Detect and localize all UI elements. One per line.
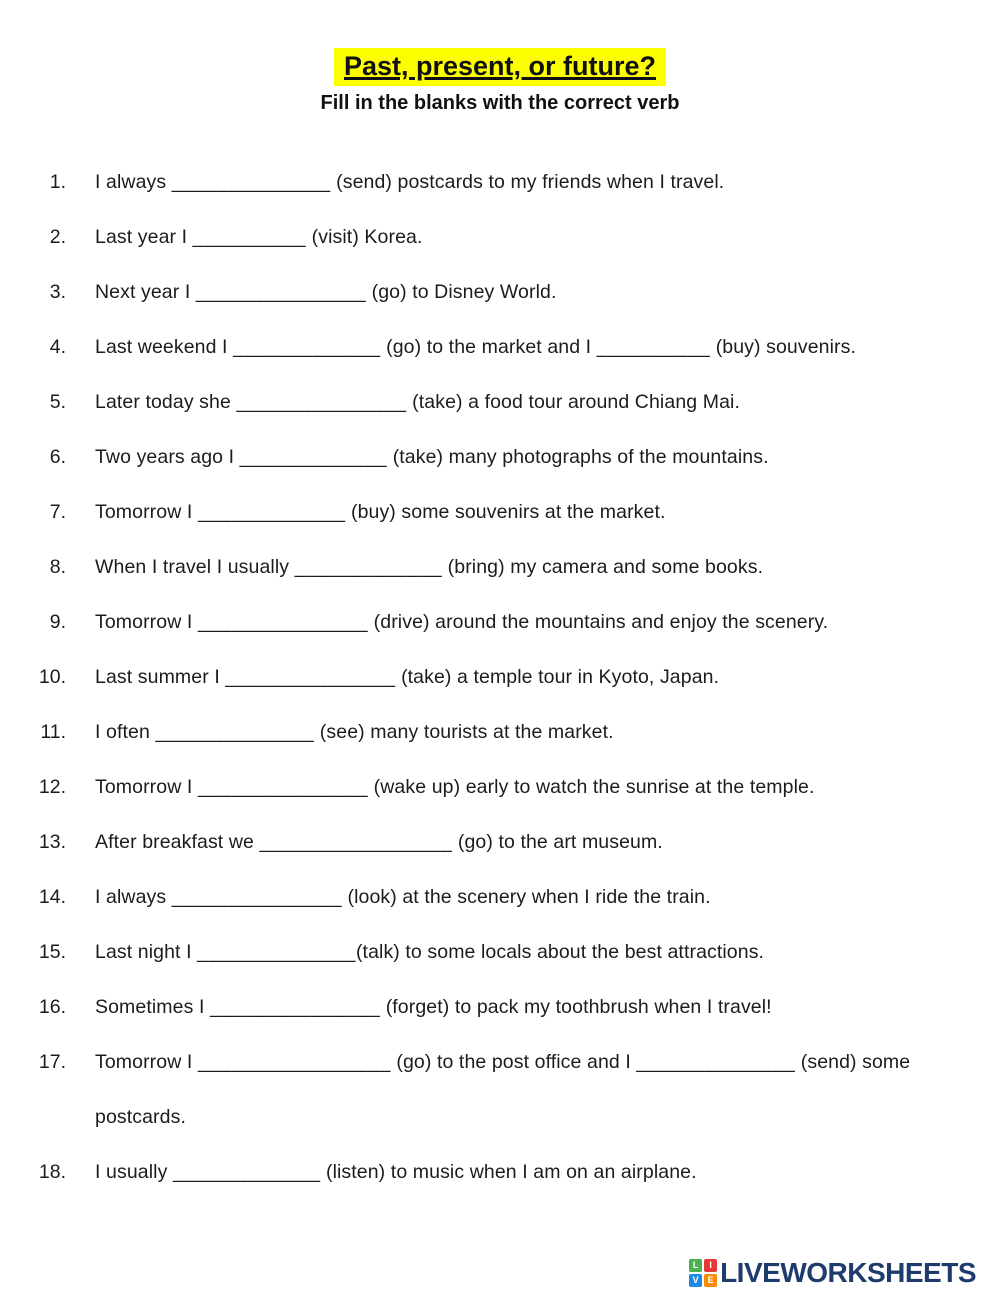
question-item xyxy=(0,870,1000,925)
answer-blank[interactable]: _______________ xyxy=(236,391,407,413)
question-text: (drive) around the mountains and enjoy the scenery. xyxy=(368,611,829,633)
question-text: (buy) souvenirs. xyxy=(710,336,857,358)
question-number: 8. xyxy=(49,556,66,578)
question-sentence xyxy=(95,375,973,430)
question-number: 15. xyxy=(38,941,66,963)
answer-blank[interactable]: _____________ xyxy=(294,556,443,578)
question-number: 11. xyxy=(40,721,66,743)
question-item xyxy=(0,705,1000,760)
question-item xyxy=(0,155,1000,210)
question-sentence xyxy=(95,210,973,265)
worksheet-title: Past, present, or future? xyxy=(334,48,666,86)
question-sentence xyxy=(95,980,973,1035)
question-text: Tomorrow I xyxy=(95,1051,198,1073)
liveworksheets-icon xyxy=(689,1259,717,1287)
question-text: (send) postcards to my friends when I travel. xyxy=(330,171,725,193)
question-text: When I travel I usually xyxy=(95,556,295,578)
question-item xyxy=(0,320,1000,375)
question-text: I usually xyxy=(95,1161,173,1183)
question-text: (take) many photographs of the mountains. xyxy=(387,446,769,468)
question-text: (take) a temple tour in Kyoto, Japan. xyxy=(395,666,720,688)
question-text: (forget) to pack my toothbrush when I travel! xyxy=(380,996,772,1018)
question-text: Last year I xyxy=(95,226,193,248)
question-item xyxy=(0,815,1000,870)
question-text: Tomorrow I xyxy=(95,501,198,523)
question-text: Tomorrow I xyxy=(95,776,198,798)
answer-blank[interactable]: _______________ xyxy=(197,776,369,798)
question-item xyxy=(0,1145,1000,1200)
question-text: Tomorrow I xyxy=(95,611,198,633)
question-sentence xyxy=(95,650,973,705)
question-text: (go) to Disney World. xyxy=(366,281,557,303)
question-number: 9. xyxy=(49,611,66,633)
question-number: 13. xyxy=(38,831,66,853)
logo-letter-e: E xyxy=(704,1274,717,1287)
answer-blank[interactable]: _____________ xyxy=(233,336,381,358)
question-text: I always xyxy=(95,171,172,193)
question-sentence xyxy=(95,1035,973,1145)
question-number: 1. xyxy=(49,171,66,193)
question-text: (go) to the market and I xyxy=(380,336,597,358)
question-text: postcards. xyxy=(95,1106,186,1128)
question-sentence xyxy=(95,430,973,485)
question-sentence xyxy=(95,595,973,650)
answer-blank[interactable]: _______________ xyxy=(171,886,342,908)
question-number: 6. xyxy=(49,446,66,468)
question-text: (send) some xyxy=(795,1051,911,1073)
answer-blank[interactable]: _______________ xyxy=(225,666,396,688)
answer-blank[interactable]: ______________ xyxy=(171,171,331,193)
question-sentence xyxy=(95,1145,973,1200)
question-item xyxy=(0,760,1000,815)
answer-blank[interactable]: _______________ xyxy=(209,996,381,1018)
question-item xyxy=(0,540,1000,595)
question-item xyxy=(0,210,1000,265)
question-item xyxy=(0,1035,1000,1145)
answer-blank[interactable]: _______________ xyxy=(195,281,367,303)
answer-blank[interactable]: _________________ xyxy=(259,831,453,853)
question-text: (go) to the post office and I xyxy=(390,1051,637,1073)
question-text: Last weekend I xyxy=(95,336,234,358)
question-text: Next year I xyxy=(95,281,196,303)
question-text: I always xyxy=(95,886,172,908)
question-number: 17. xyxy=(38,1051,66,1073)
question-item xyxy=(0,980,1000,1035)
question-number: 16. xyxy=(38,996,66,1018)
question-text: (look) at the scenery when I ride the train. xyxy=(341,886,711,908)
question-text: (visit) Korea. xyxy=(306,226,423,248)
question-text: Two years ago I xyxy=(95,446,240,468)
question-text: Sometimes I xyxy=(95,996,210,1018)
question-number: 18. xyxy=(38,1161,66,1183)
answer-blank[interactable]: ______________ xyxy=(197,941,356,963)
question-sentence xyxy=(95,320,973,375)
answer-blank[interactable]: __________ xyxy=(596,336,711,358)
worksheet-header xyxy=(0,0,1000,115)
question-text: (see) many tourists at the market. xyxy=(314,721,614,743)
answer-blank[interactable]: _________________ xyxy=(197,1051,391,1073)
question-number: 5. xyxy=(49,391,66,413)
question-item xyxy=(0,595,1000,650)
question-item xyxy=(0,430,1000,485)
question-text: (wake up) early to watch the sunrise at the temple. xyxy=(368,776,815,798)
question-text: Later today she xyxy=(95,391,237,413)
question-sentence xyxy=(95,870,973,925)
question-item xyxy=(0,925,1000,980)
question-text: (buy) some souvenirs at the market. xyxy=(345,501,666,523)
question-number: 10. xyxy=(38,666,66,688)
question-text: (talk) to some locals about the best attractions. xyxy=(355,941,765,963)
question-number: 7. xyxy=(49,501,66,523)
question-text: Last summer I xyxy=(95,666,226,688)
question-text: (listen) to music when I am on an airplane. xyxy=(320,1161,697,1183)
logo-letter-v: V xyxy=(689,1274,702,1287)
question-item xyxy=(0,265,1000,320)
answer-blank[interactable]: ______________ xyxy=(155,721,315,743)
question-item xyxy=(0,650,1000,705)
question-sentence xyxy=(95,265,973,320)
answer-blank[interactable]: _____________ xyxy=(172,1161,321,1183)
answer-blank[interactable]: __________ xyxy=(192,226,307,248)
question-sentence xyxy=(95,485,973,540)
answer-blank[interactable]: _______________ xyxy=(197,611,369,633)
question-text: I often xyxy=(95,721,156,743)
answer-blank[interactable]: _____________ xyxy=(239,446,388,468)
question-sentence xyxy=(95,540,973,595)
question-sentence xyxy=(95,705,973,760)
question-number: 2. xyxy=(49,226,66,248)
question-text: (go) to the art museum. xyxy=(452,831,663,853)
question-sentence xyxy=(95,760,973,815)
question-sentence xyxy=(95,155,973,210)
question-number: 14. xyxy=(38,886,66,908)
logo-letter-l: L xyxy=(689,1259,702,1272)
worksheet-subtitle: Fill in the blanks with the correct verb xyxy=(320,92,680,114)
answer-blank[interactable]: ______________ xyxy=(636,1051,796,1073)
answer-blank[interactable]: _____________ xyxy=(197,501,346,523)
question-list xyxy=(0,155,1000,1200)
liveworksheets-logo[interactable] xyxy=(689,1257,976,1289)
question-text: Last night I xyxy=(95,941,198,963)
question-sentence xyxy=(95,815,973,870)
question-text: After breakfast we xyxy=(95,831,260,853)
question-number: 12. xyxy=(38,776,66,798)
question-number: 3. xyxy=(49,281,66,303)
question-sentence xyxy=(95,925,973,980)
question-item xyxy=(0,485,1000,540)
question-number: 4. xyxy=(49,336,66,358)
question-text: (bring) my camera and some books. xyxy=(442,556,764,578)
logo-letter-i: I xyxy=(704,1259,717,1272)
brand-wordmark: LIVEWORKSHEETS xyxy=(720,1257,976,1288)
question-item xyxy=(0,375,1000,430)
question-text: (take) a food tour around Chiang Mai. xyxy=(406,391,740,413)
